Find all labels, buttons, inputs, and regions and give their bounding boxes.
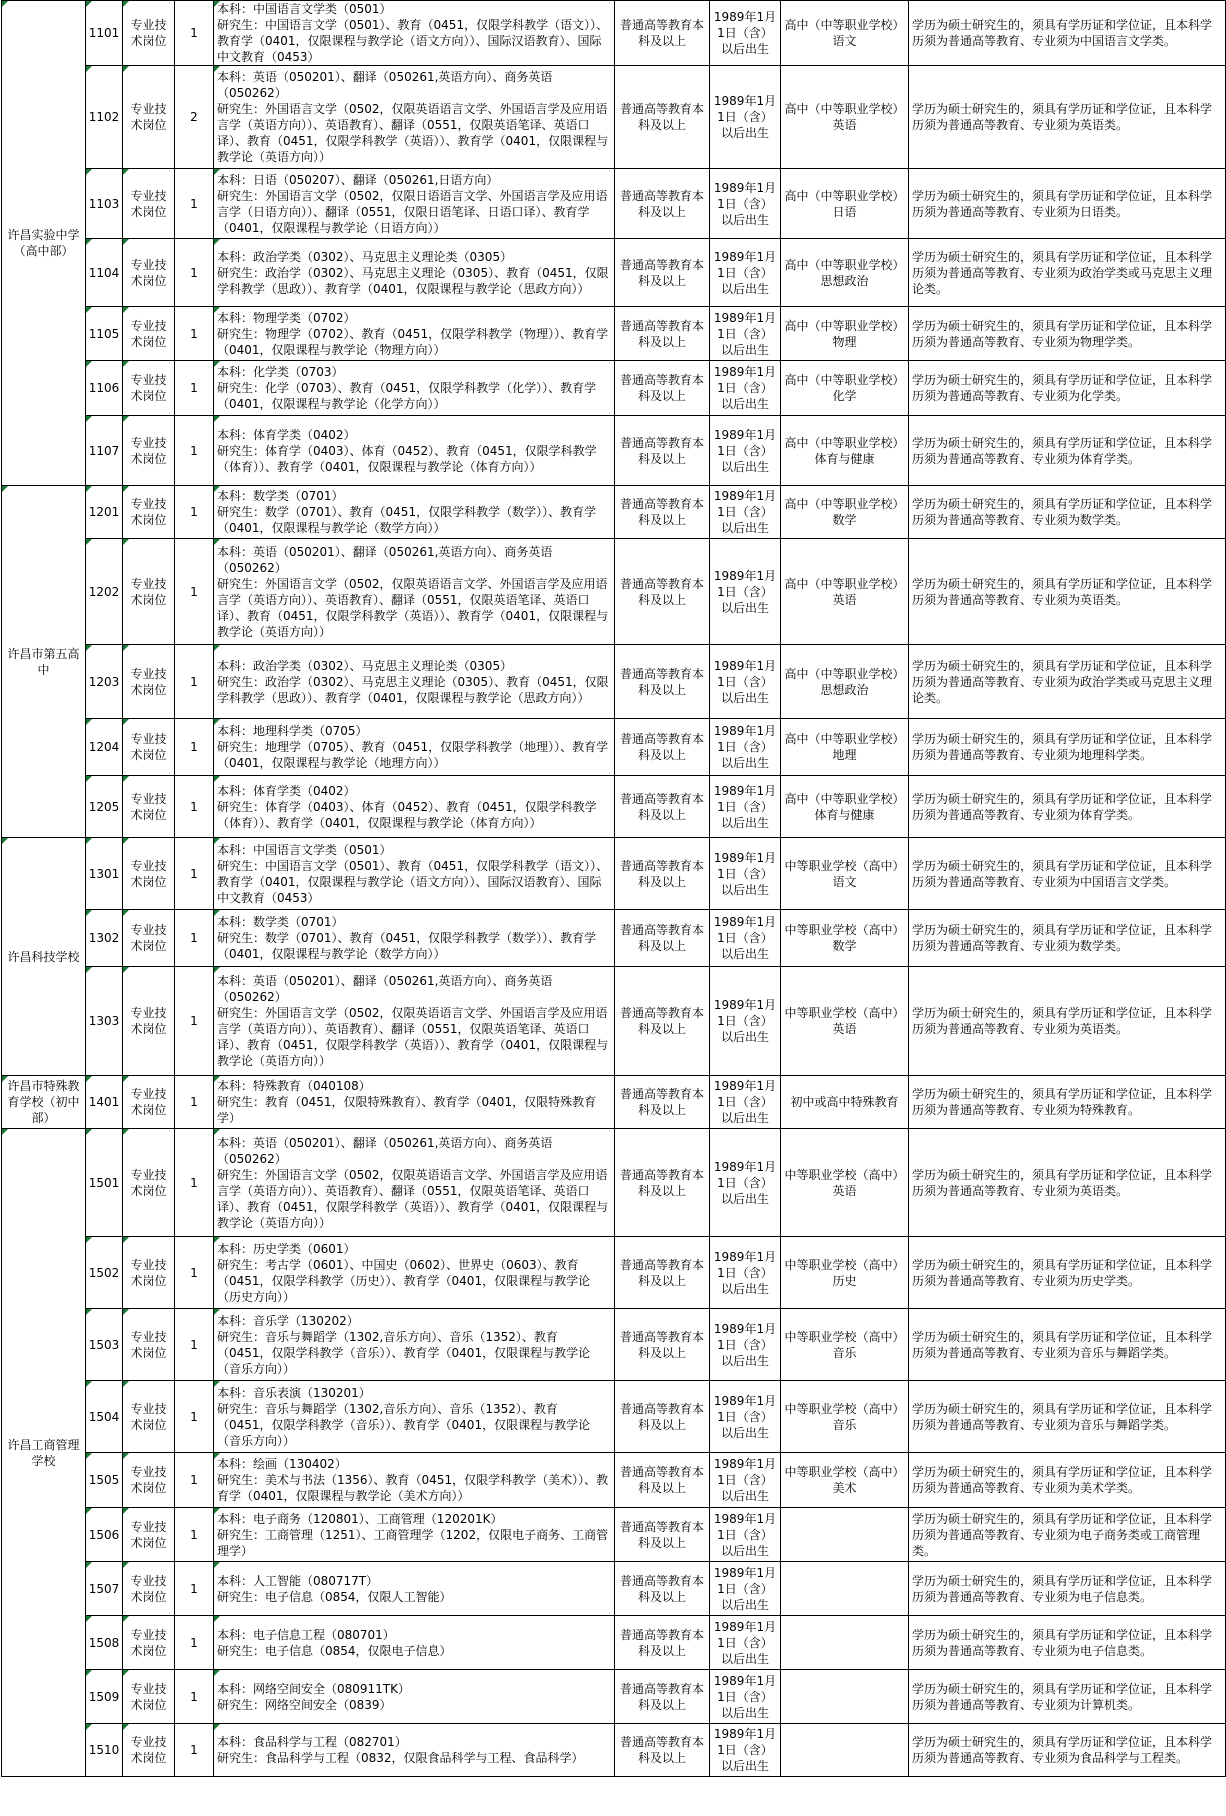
education-cell: 普通高等教育本科及以上 [615, 910, 710, 967]
post-code-cell: 1104 [86, 239, 123, 307]
age-requirement-cell: 1989年1月1日（含）以后出生 [710, 416, 781, 486]
table-row [2, 169, 1226, 239]
remarks-cell: 学历为硕士研究生的，须具有学历证和学位证，且本科学历须为普通高等教育、专业须为英语类。 [909, 967, 1226, 1076]
major-requirement-cell: 本科：绘画（130402） 研究生：美术与书法（1356）、教育（0451，仅限学科教学（美术））、教育学（0401，仅限课程与教学论（美术方向）） [214, 1453, 615, 1508]
age-requirement-cell: 1989年1月1日（含）以后出生 [710, 910, 781, 967]
post-type-cell: 专业技术岗位 [123, 1562, 175, 1616]
table-row [2, 1508, 1226, 1562]
table-row [2, 486, 1226, 539]
teacher-certificate-cell [781, 1508, 909, 1562]
major-requirement-cell: 本科：数学类（0701） 研究生：数学（0701）、教育（0451，仅限学科教学（数学））、教育学（0401，仅限课程与教学论（数学方向）） [214, 910, 615, 967]
education-cell: 普通高等教育本科及以上 [615, 1237, 710, 1309]
teacher-certificate-cell: 高中（中等职业学校）日语 [781, 169, 909, 239]
remarks-cell: 学历为硕士研究生的，须具有学历证和学位证，且本科学历须为普通高等教育、专业须为地理科学类。 [909, 719, 1226, 776]
teacher-certificate-cell: 高中（中等职业学校）物理 [781, 307, 909, 361]
table-row [2, 1670, 1226, 1724]
teacher-certificate-cell: 初中或高中特殊教育 [781, 1076, 909, 1129]
table-row [2, 1453, 1226, 1508]
age-requirement-cell: 1989年1月1日（含）以后出生 [710, 1616, 781, 1670]
post-type-cell: 专业技术岗位 [123, 66, 175, 169]
education-cell: 普通高等教育本科及以上 [615, 169, 710, 239]
post-code-cell: 1510 [86, 1724, 123, 1777]
major-requirement-cell: 本科：数学类（0701） 研究生：数学（0701）、教育（0451，仅限学科教学（数学））、教育学（0401，仅限课程与教学论（数学方向）） [214, 486, 615, 539]
remarks-cell: 学历为硕士研究生的，须具有学历证和学位证，且本科学历须为普通高等教育、专业须为数学类。 [909, 486, 1226, 539]
major-requirement-cell: 本科：音乐学（130202） 研究生：音乐与舞蹈学（1302,音乐方向）、音乐（1352）、教育（0451，仅限学科教学（音乐））、教育学（0401，仅限课程与教学论（音乐方向）） [214, 1309, 615, 1381]
hire-count-cell: 1 [175, 1309, 214, 1381]
hire-count-cell: 1 [175, 1237, 214, 1309]
table-row [2, 1237, 1226, 1309]
remarks-cell: 学历为硕士研究生的，须具有学历证和学位证，且本科学历须为普通高等教育、专业须为美术学类。 [909, 1453, 1226, 1508]
major-requirement-cell: 本科：中国语言文学类（0501） 研究生：中国语言文学（0501）、教育（0451，仅限学科教学（语文））、教育学（0401，仅限课程与教学论（语文方向））、国际汉语教育）、国际中文教育（0453） [214, 1, 615, 66]
hire-count-cell: 1 [175, 1381, 214, 1453]
education-cell: 普通高等教育本科及以上 [615, 1129, 710, 1237]
table-row [2, 1129, 1226, 1237]
age-requirement-cell: 1989年1月1日（含）以后出生 [710, 1237, 781, 1309]
teacher-certificate-cell: 高中（中等职业学校）英语 [781, 66, 909, 169]
hire-count-cell: 1 [175, 910, 214, 967]
table-row [2, 307, 1226, 361]
education-cell: 普通高等教育本科及以上 [615, 967, 710, 1076]
remarks-cell: 学历为硕士研究生的，须具有学历证和学位证，且本科学历须为普通高等教育、专业须为中国语言文学类。 [909, 838, 1226, 910]
education-cell: 普通高等教育本科及以上 [615, 416, 710, 486]
major-requirement-cell: 本科：电子信息工程（080701） 研究生：电子信息（0854，仅限电子信息） [214, 1616, 615, 1670]
education-cell: 普通高等教育本科及以上 [615, 1381, 710, 1453]
age-requirement-cell: 1989年1月1日（含）以后出生 [710, 539, 781, 645]
post-type-cell: 专业技术岗位 [123, 719, 175, 776]
remarks-cell: 学历为硕士研究生的，须具有学历证和学位证，且本科学历须为普通高等教育、专业须为化学类。 [909, 361, 1226, 416]
teacher-certificate-cell: 中等职业学校（高中）音乐 [781, 1381, 909, 1453]
major-requirement-cell: 本科：中国语言文学类（0501） 研究生：中国语言文学（0501）、教育（0451，仅限学科教学（语文））、教育学（0401，仅限课程与教学论（语文方向））、国际汉语教育）、国际中文教育（0453） [214, 838, 615, 910]
teacher-certificate-cell: 高中（中等职业学校）思想政治 [781, 645, 909, 719]
remarks-cell: 学历为硕士研究生的，须具有学历证和学位证，且本科学历须为普通高等教育、专业须为物理学类。 [909, 307, 1226, 361]
education-cell: 普通高等教育本科及以上 [615, 361, 710, 416]
major-requirement-cell: 本科：音乐表演（130201） 研究生：音乐与舞蹈学（1302,音乐方向）、音乐（1352）、教育（0451，仅限学科教学（音乐））、教育学（0401，仅限课程与教学论（音乐方向）） [214, 1381, 615, 1453]
hire-count-cell: 1 [175, 1508, 214, 1562]
remarks-cell: 学历为硕士研究生的，须具有学历证和学位证，且本科学历须为普通高等教育、专业须为电子信息类。 [909, 1616, 1226, 1670]
post-type-cell: 专业技术岗位 [123, 486, 175, 539]
post-code-cell: 1102 [86, 66, 123, 169]
post-type-cell: 专业技术岗位 [123, 967, 175, 1076]
major-requirement-cell: 本科：政治学类（0302）、马克思主义理论类（0305） 研究生：政治学（0302）、马克思主义理论（0305）、教育（0451，仅限学科教学（思政））、教育学（0401，仅限课程与教学论（思政方向）） [214, 645, 615, 719]
major-requirement-cell: 本科：电子商务（120801）、工商管理（120201K） 研究生：工商管理（1251）、工商管理学（1202，仅限电子商务、工商管理学） [214, 1508, 615, 1562]
post-code-cell: 1501 [86, 1129, 123, 1237]
age-requirement-cell: 1989年1月1日（含）以后出生 [710, 1508, 781, 1562]
teacher-certificate-cell: 中等职业学校（高中）英语 [781, 967, 909, 1076]
remarks-cell: 学历为硕士研究生的，须具有学历证和学位证，且本科学历须为普通高等教育、专业须为计算机类。 [909, 1670, 1226, 1724]
hire-count-cell: 1 [175, 967, 214, 1076]
post-code-cell: 1203 [86, 645, 123, 719]
table-row [2, 361, 1226, 416]
hire-count-cell: 1 [175, 416, 214, 486]
age-requirement-cell: 1989年1月1日（含）以后出生 [710, 838, 781, 910]
major-requirement-cell: 本科：物理学类（0702） 研究生：物理学（0702）、教育（0451，仅限学科教学（物理））、教育学（0401，仅限课程与教学论（物理方向）） [214, 307, 615, 361]
remarks-cell: 学历为硕士研究生的，须具有学历证和学位证，且本科学历须为普通高等教育、专业须为体育学类。 [909, 416, 1226, 486]
table-row [2, 1562, 1226, 1616]
post-type-cell: 专业技术岗位 [123, 910, 175, 967]
remarks-cell: 学历为硕士研究生的，须具有学历证和学位证，且本科学历须为普通高等教育、专业须为音乐与舞蹈学类。 [909, 1381, 1226, 1453]
remarks-cell: 学历为硕士研究生的，须具有学历证和学位证，且本科学历须为普通高等教育、专业须为中国语言文学类。 [909, 1, 1226, 66]
education-cell: 普通高等教育本科及以上 [615, 645, 710, 719]
hire-count-cell: 1 [175, 539, 214, 645]
post-code-cell: 1107 [86, 416, 123, 486]
table-row [2, 1724, 1226, 1777]
major-requirement-cell: 本科：体育学类（0402） 研究生：体育学（0403）、体育（0452）、教育（0451，仅限学科教学（体育））、教育学（0401，仅限课程与教学论（体育方向）） [214, 416, 615, 486]
table-row [2, 719, 1226, 776]
major-requirement-cell: 本科：英语（050201）、翻译（050261,英语方向）、商务英语（050262） 研究生：外国语言文学（0502，仅限英语语言文学、外国语言学及应用语言学（英语方向））、英语教育）、翻译（0551，仅限英语笔译、英语口译）、教育（0451，仅限学科教学（英语））、教育学（0401，仅限课程与教学论（英语方向）） [214, 967, 615, 1076]
education-cell: 普通高等教育本科及以上 [615, 1453, 710, 1508]
remarks-cell: 学历为硕士研究生的，须具有学历证和学位证，且本科学历须为普通高等教育、专业须为英语类。 [909, 539, 1226, 645]
post-type-cell: 专业技术岗位 [123, 1076, 175, 1129]
table-row [2, 539, 1226, 645]
table-row [2, 1, 1226, 66]
hire-count-cell: 1 [175, 1076, 214, 1129]
table-row [2, 1076, 1226, 1129]
table-row [2, 1381, 1226, 1453]
remarks-cell: 学历为硕士研究生的，须具有学历证和学位证，且本科学历须为普通高等教育、专业须为电子信息类。 [909, 1562, 1226, 1616]
hire-count-cell: 1 [175, 307, 214, 361]
hire-count-cell: 1 [175, 239, 214, 307]
remarks-cell: 学历为硕士研究生的，须具有学历证和学位证，且本科学历须为普通高等教育、专业须为食品科学与工程类。 [909, 1724, 1226, 1777]
education-cell: 普通高等教育本科及以上 [615, 1616, 710, 1670]
hire-count-cell: 1 [175, 645, 214, 719]
teacher-certificate-cell: 中等职业学校（高中）美术 [781, 1453, 909, 1508]
major-requirement-cell: 本科：日语（050207）、翻译（050261,日语方向） 研究生：外国语言文学（0502，仅限日语语言文学、外国语言学及应用语言学（日语方向））、翻译（0551，仅限日语笔译、日语口译）、教育学（0401，仅限课程与教学论（日语方向）） [214, 169, 615, 239]
employer-unit-cell: 许昌市特殊教育学校（初中部） [2, 1076, 86, 1129]
post-code-cell: 1205 [86, 776, 123, 838]
age-requirement-cell: 1989年1月1日（含）以后出生 [710, 66, 781, 169]
age-requirement-cell: 1989年1月1日（含）以后出生 [710, 645, 781, 719]
post-code-cell: 1504 [86, 1381, 123, 1453]
post-code-cell: 1105 [86, 307, 123, 361]
post-type-cell: 专业技术岗位 [123, 1453, 175, 1508]
age-requirement-cell: 1989年1月1日（含）以后出生 [710, 361, 781, 416]
post-type-cell: 专业技术岗位 [123, 539, 175, 645]
education-cell: 普通高等教育本科及以上 [615, 776, 710, 838]
hire-count-cell: 1 [175, 1562, 214, 1616]
age-requirement-cell: 1989年1月1日（含）以后出生 [710, 1724, 781, 1777]
employer-unit-cell: 许昌实验中学（高中部） [2, 1, 86, 486]
table-row [2, 776, 1226, 838]
age-requirement-cell: 1989年1月1日（含）以后出生 [710, 486, 781, 539]
post-code-cell: 1303 [86, 967, 123, 1076]
post-type-cell: 专业技术岗位 [123, 361, 175, 416]
hire-count-cell: 1 [175, 169, 214, 239]
age-requirement-cell: 1989年1月1日（含）以后出生 [710, 1562, 781, 1616]
age-requirement-cell: 1989年1月1日（含）以后出生 [710, 967, 781, 1076]
post-type-cell: 专业技术岗位 [123, 1381, 175, 1453]
table-body [2, 1, 1226, 1777]
teacher-certificate-cell [781, 1670, 909, 1724]
remarks-cell: 学历为硕士研究生的，须具有学历证和学位证，且本科学历须为普通高等教育、专业须为音乐与舞蹈学类。 [909, 1309, 1226, 1381]
major-requirement-cell: 本科：食品科学与工程（082701） 研究生：食品科学与工程（0832，仅限食品科学与工程、食品科学） [214, 1724, 615, 1777]
age-requirement-cell: 1989年1月1日（含）以后出生 [710, 1309, 781, 1381]
table-row [2, 239, 1226, 307]
remarks-cell: 学历为硕士研究生的，须具有学历证和学位证，且本科学历须为普通高等教育、专业须为特殊教育。 [909, 1076, 1226, 1129]
hire-count-cell: 1 [175, 1, 214, 66]
teacher-certificate-cell [781, 1724, 909, 1777]
employer-unit-cell: 许昌工商管理学校 [2, 1129, 86, 1777]
post-type-cell: 专业技术岗位 [123, 1237, 175, 1309]
hire-count-cell: 1 [175, 1616, 214, 1670]
education-cell: 普通高等教育本科及以上 [615, 307, 710, 361]
remarks-cell: 学历为硕士研究生的，须具有学历证和学位证，且本科学历须为普通高等教育、专业须为数学类。 [909, 910, 1226, 967]
education-cell: 普通高等教育本科及以上 [615, 1309, 710, 1381]
education-cell: 普通高等教育本科及以上 [615, 838, 710, 910]
post-type-cell: 专业技术岗位 [123, 645, 175, 719]
post-code-cell: 1201 [86, 486, 123, 539]
teacher-certificate-cell: 高中（中等职业学校）体育与健康 [781, 776, 909, 838]
post-code-cell: 1509 [86, 1670, 123, 1724]
employer-unit-cell: 许昌科技学校 [2, 838, 86, 1076]
age-requirement-cell: 1989年1月1日（含）以后出生 [710, 1381, 781, 1453]
hire-count-cell: 1 [175, 776, 214, 838]
post-type-cell: 专业技术岗位 [123, 1129, 175, 1237]
table-row [2, 910, 1226, 967]
remarks-cell: 学历为硕士研究生的，须具有学历证和学位证，且本科学历须为普通高等教育、专业须为日语类。 [909, 169, 1226, 239]
post-code-cell: 1204 [86, 719, 123, 776]
education-cell: 普通高等教育本科及以上 [615, 1724, 710, 1777]
remarks-cell: 学历为硕士研究生的，须具有学历证和学位证，且本科学历须为普通高等教育、专业须为历史学类。 [909, 1237, 1226, 1309]
education-cell: 普通高等教育本科及以上 [615, 1076, 710, 1129]
post-type-cell: 专业技术岗位 [123, 307, 175, 361]
teacher-certificate-cell [781, 1562, 909, 1616]
table-row [2, 1309, 1226, 1381]
teacher-certificate-cell [781, 1616, 909, 1670]
age-requirement-cell: 1989年1月1日（含）以后出生 [710, 1076, 781, 1129]
major-requirement-cell: 本科：网络空间安全（080911TK） 研究生：网络空间安全（0839） [214, 1670, 615, 1724]
major-requirement-cell: 本科：英语（050201）、翻译（050261,英语方向）、商务英语（050262） 研究生：外国语言文学（0502，仅限英语语言文学、外国语言学及应用语言学（英语方向））、英语教育）、翻译（0551，仅限英语笔译、英语口译）、教育（0451，仅限学科教学（英语））、教育学（0401，仅限课程与教学论（英语方向）） [214, 539, 615, 645]
post-type-cell: 专业技术岗位 [123, 416, 175, 486]
post-code-cell: 1506 [86, 1508, 123, 1562]
hire-count-cell: 1 [175, 361, 214, 416]
major-requirement-cell: 本科：化学类（0703） 研究生：化学（0703）、教育（0451，仅限学科教学（化学））、教育学（0401，仅限课程与教学论（化学方向）） [214, 361, 615, 416]
hire-count-cell: 1 [175, 1453, 214, 1508]
teacher-certificate-cell: 高中（中等职业学校）化学 [781, 361, 909, 416]
remarks-cell: 学历为硕士研究生的，须具有学历证和学位证，且本科学历须为普通高等教育、专业须为英语类。 [909, 66, 1226, 169]
remarks-cell: 学历为硕士研究生的，须具有学历证和学位证，且本科学历须为普通高等教育、专业须为政治学类或马克思主义理论类。 [909, 645, 1226, 719]
education-cell: 普通高等教育本科及以上 [615, 719, 710, 776]
education-cell: 普通高等教育本科及以上 [615, 66, 710, 169]
remarks-cell: 学历为硕士研究生的，须具有学历证和学位证，且本科学历须为普通高等教育、专业须为政治学类或马克思主义理论类。 [909, 239, 1226, 307]
teacher-certificate-cell: 中等职业学校（高中）历史 [781, 1237, 909, 1309]
hire-count-cell: 1 [175, 1724, 214, 1777]
post-code-cell: 1103 [86, 169, 123, 239]
major-requirement-cell: 本科：地理科学类（0705） 研究生：地理学（0705）、教育（0451，仅限学科教学（地理））、教育学（0401，仅限课程与教学论（地理方向）） [214, 719, 615, 776]
age-requirement-cell: 1989年1月1日（含）以后出生 [710, 307, 781, 361]
post-type-cell: 专业技术岗位 [123, 1508, 175, 1562]
major-requirement-cell: 本科：特殊教育（040108） 研究生：教育（0451，仅限特殊教育）、教育学（0401，仅限特殊教育学） [214, 1076, 615, 1129]
table-row [2, 416, 1226, 486]
teacher-certificate-cell: 高中（中等职业学校）数学 [781, 486, 909, 539]
post-type-cell: 专业技术岗位 [123, 239, 175, 307]
age-requirement-cell: 1989年1月1日（含）以后出生 [710, 1453, 781, 1508]
major-requirement-cell: 本科：历史学类（0601） 研究生：考古学（0601）、中国史（0602）、世界史（0603）、教育（0451，仅限学科教学（历史））、教育学（0401，仅限课程与教学论（历史方向）） [214, 1237, 615, 1309]
education-cell: 普通高等教育本科及以上 [615, 1, 710, 66]
major-requirement-cell: 本科：英语（050201）、翻译（050261,英语方向）、商务英语（050262） 研究生：外国语言文学（0502，仅限英语语言文学、外国语言学及应用语言学（英语方向））、英语教育）、翻译（0551，仅限英语笔译、英语口译）、教育（0451，仅限学科教学（英语））、教育学（0401，仅限课程与教学论（英语方向）） [214, 66, 615, 169]
age-requirement-cell: 1989年1月1日（含）以后出生 [710, 239, 781, 307]
major-requirement-cell: 本科：体育学类（0402） 研究生：体育学（0403）、体育（0452）、教育（0451，仅限学科教学（体育））、教育学（0401，仅限课程与教学论（体育方向）） [214, 776, 615, 838]
hire-count-cell: 1 [175, 838, 214, 910]
post-code-cell: 1301 [86, 838, 123, 910]
major-requirement-cell: 本科：英语（050201）、翻译（050261,英语方向）、商务英语（050262） 研究生：外国语言文学（0502，仅限英语语言文学、外国语言学及应用语言学（英语方向））、英语教育）、翻译（0551，仅限英语笔译、英语口译）、教育（0451，仅限学科教学（英语））、教育学（0401，仅限课程与教学论（英语方向）） [214, 1129, 615, 1237]
education-cell: 普通高等教育本科及以上 [615, 486, 710, 539]
hire-count-cell: 1 [175, 1670, 214, 1724]
post-type-cell: 专业技术岗位 [123, 776, 175, 838]
post-code-cell: 1502 [86, 1237, 123, 1309]
teacher-certificate-cell: 中等职业学校（高中）语文 [781, 838, 909, 910]
age-requirement-cell: 1989年1月1日（含）以后出生 [710, 719, 781, 776]
post-code-cell: 1106 [86, 361, 123, 416]
employer-unit-cell: 许昌市第五高中 [2, 486, 86, 838]
teacher-certificate-cell: 高中（中等职业学校）体育与健康 [781, 416, 909, 486]
post-type-cell: 专业技术岗位 [123, 1, 175, 66]
education-cell: 普通高等教育本科及以上 [615, 1670, 710, 1724]
post-code-cell: 1503 [86, 1309, 123, 1381]
teacher-certificate-cell: 中等职业学校（高中）英语 [781, 1129, 909, 1237]
post-code-cell: 1507 [86, 1562, 123, 1616]
table-row [2, 645, 1226, 719]
teacher-certificate-cell: 中等职业学校（高中）音乐 [781, 1309, 909, 1381]
recruitment-table [1, 0, 1226, 1777]
post-code-cell: 1302 [86, 910, 123, 967]
post-code-cell: 1505 [86, 1453, 123, 1508]
hire-count-cell: 1 [175, 486, 214, 539]
age-requirement-cell: 1989年1月1日（含）以后出生 [710, 1670, 781, 1724]
teacher-certificate-cell: 高中（中等职业学校）思想政治 [781, 239, 909, 307]
post-type-cell: 专业技术岗位 [123, 169, 175, 239]
post-type-cell: 专业技术岗位 [123, 1616, 175, 1670]
age-requirement-cell: 1989年1月1日（含）以后出生 [710, 169, 781, 239]
post-type-cell: 专业技术岗位 [123, 1670, 175, 1724]
age-requirement-cell: 1989年1月1日（含）以后出生 [710, 1, 781, 66]
hire-count-cell: 2 [175, 66, 214, 169]
teacher-certificate-cell: 高中（中等职业学校）英语 [781, 539, 909, 645]
remarks-cell: 学历为硕士研究生的，须具有学历证和学位证，且本科学历须为普通高等教育、专业须为电子商务类或工商管理类。 [909, 1508, 1226, 1562]
hire-count-cell: 1 [175, 1129, 214, 1237]
age-requirement-cell: 1989年1月1日（含）以后出生 [710, 776, 781, 838]
major-requirement-cell: 本科：人工智能（080717T） 研究生：电子信息（0854，仅限人工智能） [214, 1562, 615, 1616]
remarks-cell: 学历为硕士研究生的，须具有学历证和学位证，且本科学历须为普通高等教育、专业须为体育学类。 [909, 776, 1226, 838]
remarks-cell: 学历为硕士研究生的，须具有学历证和学位证，且本科学历须为普通高等教育、专业须为英语类。 [909, 1129, 1226, 1237]
table-row [2, 1616, 1226, 1670]
teacher-certificate-cell: 高中（中等职业学校）语文 [781, 1, 909, 66]
education-cell: 普通高等教育本科及以上 [615, 1562, 710, 1616]
table-row [2, 66, 1226, 169]
teacher-certificate-cell: 中等职业学校（高中）数学 [781, 910, 909, 967]
teacher-certificate-cell: 高中（中等职业学校）地理 [781, 719, 909, 776]
post-type-cell: 专业技术岗位 [123, 1309, 175, 1381]
post-code-cell: 1202 [86, 539, 123, 645]
table-row [2, 838, 1226, 910]
hire-count-cell: 1 [175, 719, 214, 776]
age-requirement-cell: 1989年1月1日（含）以后出生 [710, 1129, 781, 1237]
post-code-cell: 1401 [86, 1076, 123, 1129]
education-cell: 普通高等教育本科及以上 [615, 539, 710, 645]
education-cell: 普通高等教育本科及以上 [615, 239, 710, 307]
post-type-cell: 专业技术岗位 [123, 838, 175, 910]
post-type-cell: 专业技术岗位 [123, 1724, 175, 1777]
table-row [2, 967, 1226, 1076]
major-requirement-cell: 本科：政治学类（0302）、马克思主义理论类（0305） 研究生：政治学（0302）、马克思主义理论（0305）、教育（0451，仅限学科教学（思政））、教育学（0401，仅限课程与教学论（思政方向）） [214, 239, 615, 307]
post-code-cell: 1508 [86, 1616, 123, 1670]
post-code-cell: 1101 [86, 1, 123, 66]
education-cell: 普通高等教育本科及以上 [615, 1508, 710, 1562]
